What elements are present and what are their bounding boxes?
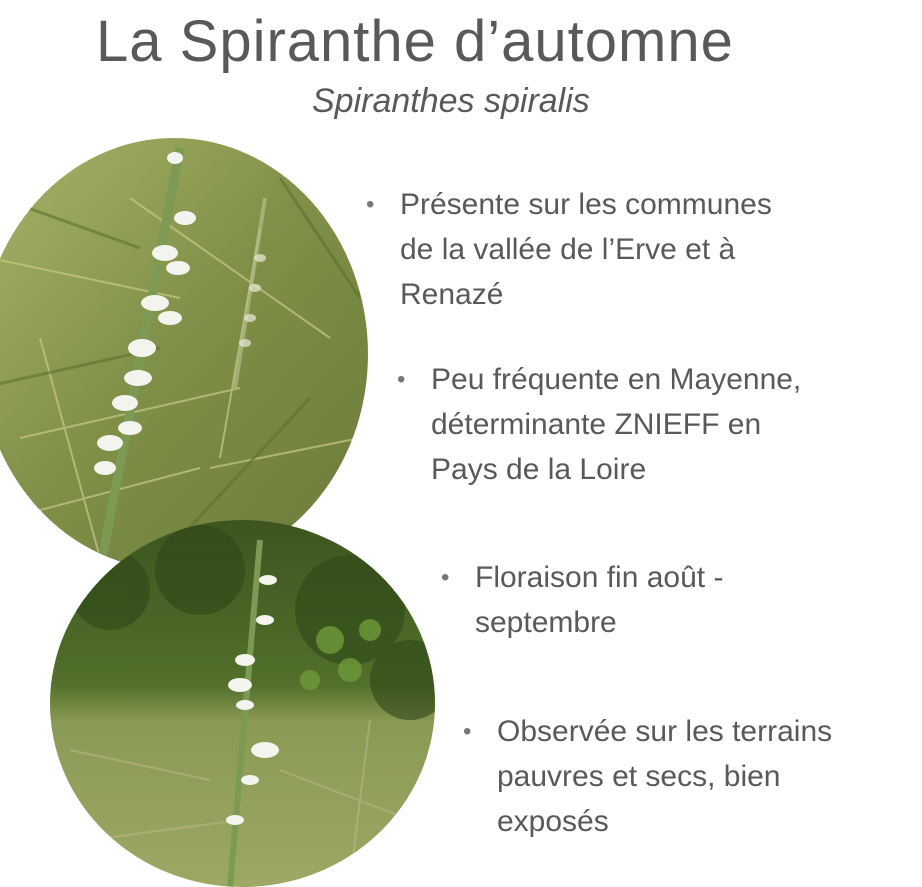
page-subtitle: Spiranthes spiralis bbox=[312, 82, 590, 120]
bullet-dot: • bbox=[441, 564, 450, 591]
bullet-text: Peu fréquente en Mayenne, déterminante ZNIEFF en Pays de la Loire bbox=[431, 363, 802, 486]
bullet-habitat bbox=[463, 709, 917, 844]
orchid-photo-closeup bbox=[0, 138, 368, 570]
orchid-photo-habitat bbox=[50, 520, 435, 887]
bullet-dot: • bbox=[463, 718, 472, 745]
bullet-rarity bbox=[397, 357, 901, 492]
bullet-location bbox=[366, 182, 860, 317]
bullet-dot: • bbox=[397, 366, 406, 393]
bullet-text: Observée sur les terrains pauvres et secs, bien exposés bbox=[497, 715, 833, 838]
bullet-flowering bbox=[441, 555, 895, 645]
page-title: La Spiranthe d’automne bbox=[96, 9, 734, 74]
bullet-dot: • bbox=[366, 191, 375, 218]
bullet-text: Présente sur les communes de la vallée de l’Erve et à Renazé bbox=[400, 188, 772, 311]
bullet-text: Floraison fin août - septembre bbox=[475, 561, 724, 639]
